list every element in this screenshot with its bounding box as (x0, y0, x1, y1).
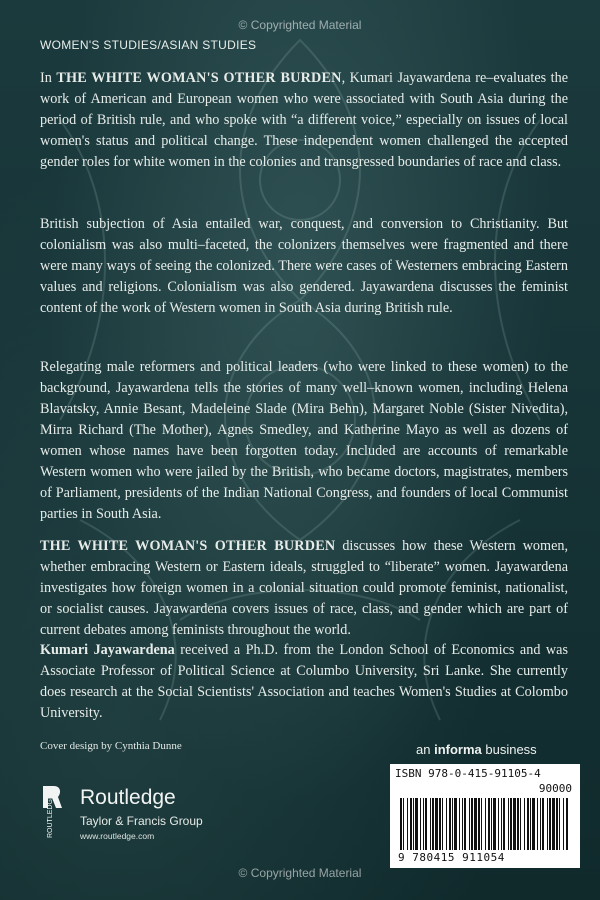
barcode-bar (452, 798, 453, 850)
barcode-bar (563, 798, 564, 850)
barcode-bar (439, 798, 441, 850)
barcode-bar (530, 798, 531, 850)
author-bio (40, 640, 568, 724)
copyright-watermark-top: © Copyrighted Material (238, 18, 362, 32)
barcode-bar (566, 798, 568, 850)
barcode-bar (435, 798, 438, 850)
publisher-website: www.routledge.com (80, 831, 155, 841)
p1-intro: In (40, 70, 57, 86)
barcode-bar (513, 798, 516, 850)
barcode-bar (537, 798, 538, 850)
copyright-watermark-bottom: © Copyrighted Material (238, 866, 362, 880)
barcode-bar (446, 798, 447, 850)
informa-post: business (481, 742, 537, 757)
barcode-bar (501, 798, 502, 850)
cover-design-credit: Cover design by Cynthia Dunne (40, 740, 182, 752)
barcode-bar (474, 798, 477, 850)
description-paragraph-3: Relegating male reformers and political leaders (who were linked to these women) to the background, Jayawardena tells the stories of many well–known women, including Helena Blavatsky, Annie Besant, Madeleine Slade (Mira Behn), Margaret Noble (Sister Nivedita), Mirra Richard (The Mother), Agnes Smedley, and Katherine Mayo as well as dozens of women whose names have been forgotten today. Included are accounts of remarkable Western women who were jailed by the British, who became doctors, magistrates, members of Parliament, presidents of the Indian National Congress, and founders of local Communist parties in South Asia. (40, 359, 568, 522)
barcode-bar (400, 798, 402, 850)
barcode-bar (423, 798, 424, 850)
barcode-bar (508, 798, 509, 850)
barcode-bar (542, 798, 544, 850)
barcode-bar (559, 798, 560, 850)
barcode-bar (464, 798, 466, 850)
informa-business-tagline (416, 742, 537, 757)
barcode-bar (449, 798, 451, 850)
barcode-bar (425, 798, 427, 850)
barcode-bar (403, 798, 404, 850)
author-name: Kumari Jayawardena (40, 642, 175, 658)
barcode-bar (469, 798, 470, 850)
barcode-bar (552, 798, 555, 850)
barcode-digits: 9 780415 911054 (398, 851, 505, 864)
barcode-bar (485, 798, 486, 850)
barcode-bar (520, 798, 521, 850)
book-title-inline-2: THE WHITE WOMAN'S OTHER BURDEN (40, 538, 336, 554)
p4-body: discusses how these Western women, whether embracing Western or Eastern ideals, struggled to “liberate” women. Jayawardena investigates how foreign women in a colonial situation could promote feminist, nationalist, or socialist causes. Jayawardena covers issues of race, class, and gender which are part of current debates among feminists throughout the world. (40, 538, 569, 638)
description-paragraph-2: British subjection of Asia entailed war, conquest, and conversion to Christianity. But colonialism was also multi–faceted, the colonizers themselves were fragmented and there were many ways of seeing the colonized. There were cases of Westerners embracing Eastern values and religions. Colonialism was also gendered. Jayawardena discusses the feminist content of the work of Western women in South Asia during British rule. (40, 216, 568, 316)
barcode-bar (540, 798, 541, 850)
barcode-bar (442, 798, 443, 850)
barcode-bar (549, 798, 551, 850)
barcode-bar (524, 798, 525, 850)
barcode-bar (547, 798, 548, 850)
informa-pre: an (416, 742, 435, 757)
description-paragraph-1 (40, 68, 568, 173)
barcode-bar (432, 798, 434, 850)
barcode-bar (462, 798, 463, 850)
barcode-bar (503, 798, 505, 850)
publisher-group: Taylor & Francis Group (80, 814, 203, 828)
barcode-bar (471, 798, 473, 850)
p1-body: , Kumari Jayawardena re–evaluates the work of American and European women who were associated with South Asia during the period of British rule, and who spoke with “a different voice,” especially on issues of local women's status and political change. These independent women challenged the accepted gender roles for white women in the colonies and transgressed boundaries of race and class. (40, 70, 568, 170)
isbn-barcode (390, 764, 580, 868)
barcode-bar (556, 798, 558, 850)
barcode-bar (415, 798, 418, 850)
barcode-bar (488, 798, 490, 850)
barcode-bar (517, 798, 519, 850)
barcode-bar (454, 798, 457, 850)
barcode-bar (510, 798, 512, 850)
publisher-name: Routledge (80, 786, 176, 809)
barcode-bar (420, 798, 421, 850)
barcode-bar (532, 798, 535, 850)
description-paragraph-4 (40, 536, 568, 641)
barcode-bar (459, 798, 460, 850)
barcode-bar (491, 798, 492, 850)
barcode-bar (498, 798, 499, 850)
barcode-bar (413, 798, 414, 850)
barcode-bar (410, 798, 412, 850)
barcode-bar (430, 798, 431, 850)
book-title-inline: THE WHITE WOMAN'S OTHER BURDEN (56, 70, 342, 86)
barcode-bar (527, 798, 529, 850)
barcode-bar (407, 798, 408, 850)
price-code: 90000 (538, 782, 572, 795)
category-label: WOMEN'S STUDIES/ASIAN STUDIES (40, 38, 257, 52)
isbn-text: ISBN 978-0-415-91105-4 (395, 767, 541, 780)
author-bio-body: received a Ph.D. from the London School of Economics and was Associate Professor of Political Science at Columbo University, Sri Lanke. She currently does research at the Social Scientists' Association and teaches Women's Studies at Colombo University. (40, 642, 568, 721)
barcode-bar (493, 798, 496, 850)
barcode-bar (478, 798, 480, 850)
barcode-bar (481, 798, 482, 850)
informa-brand: informa (434, 742, 482, 757)
routledge-logo-icon (40, 784, 64, 840)
barcode-bars (400, 798, 570, 850)
logo-vertical-text: ROUTLEDGE (47, 794, 54, 838)
